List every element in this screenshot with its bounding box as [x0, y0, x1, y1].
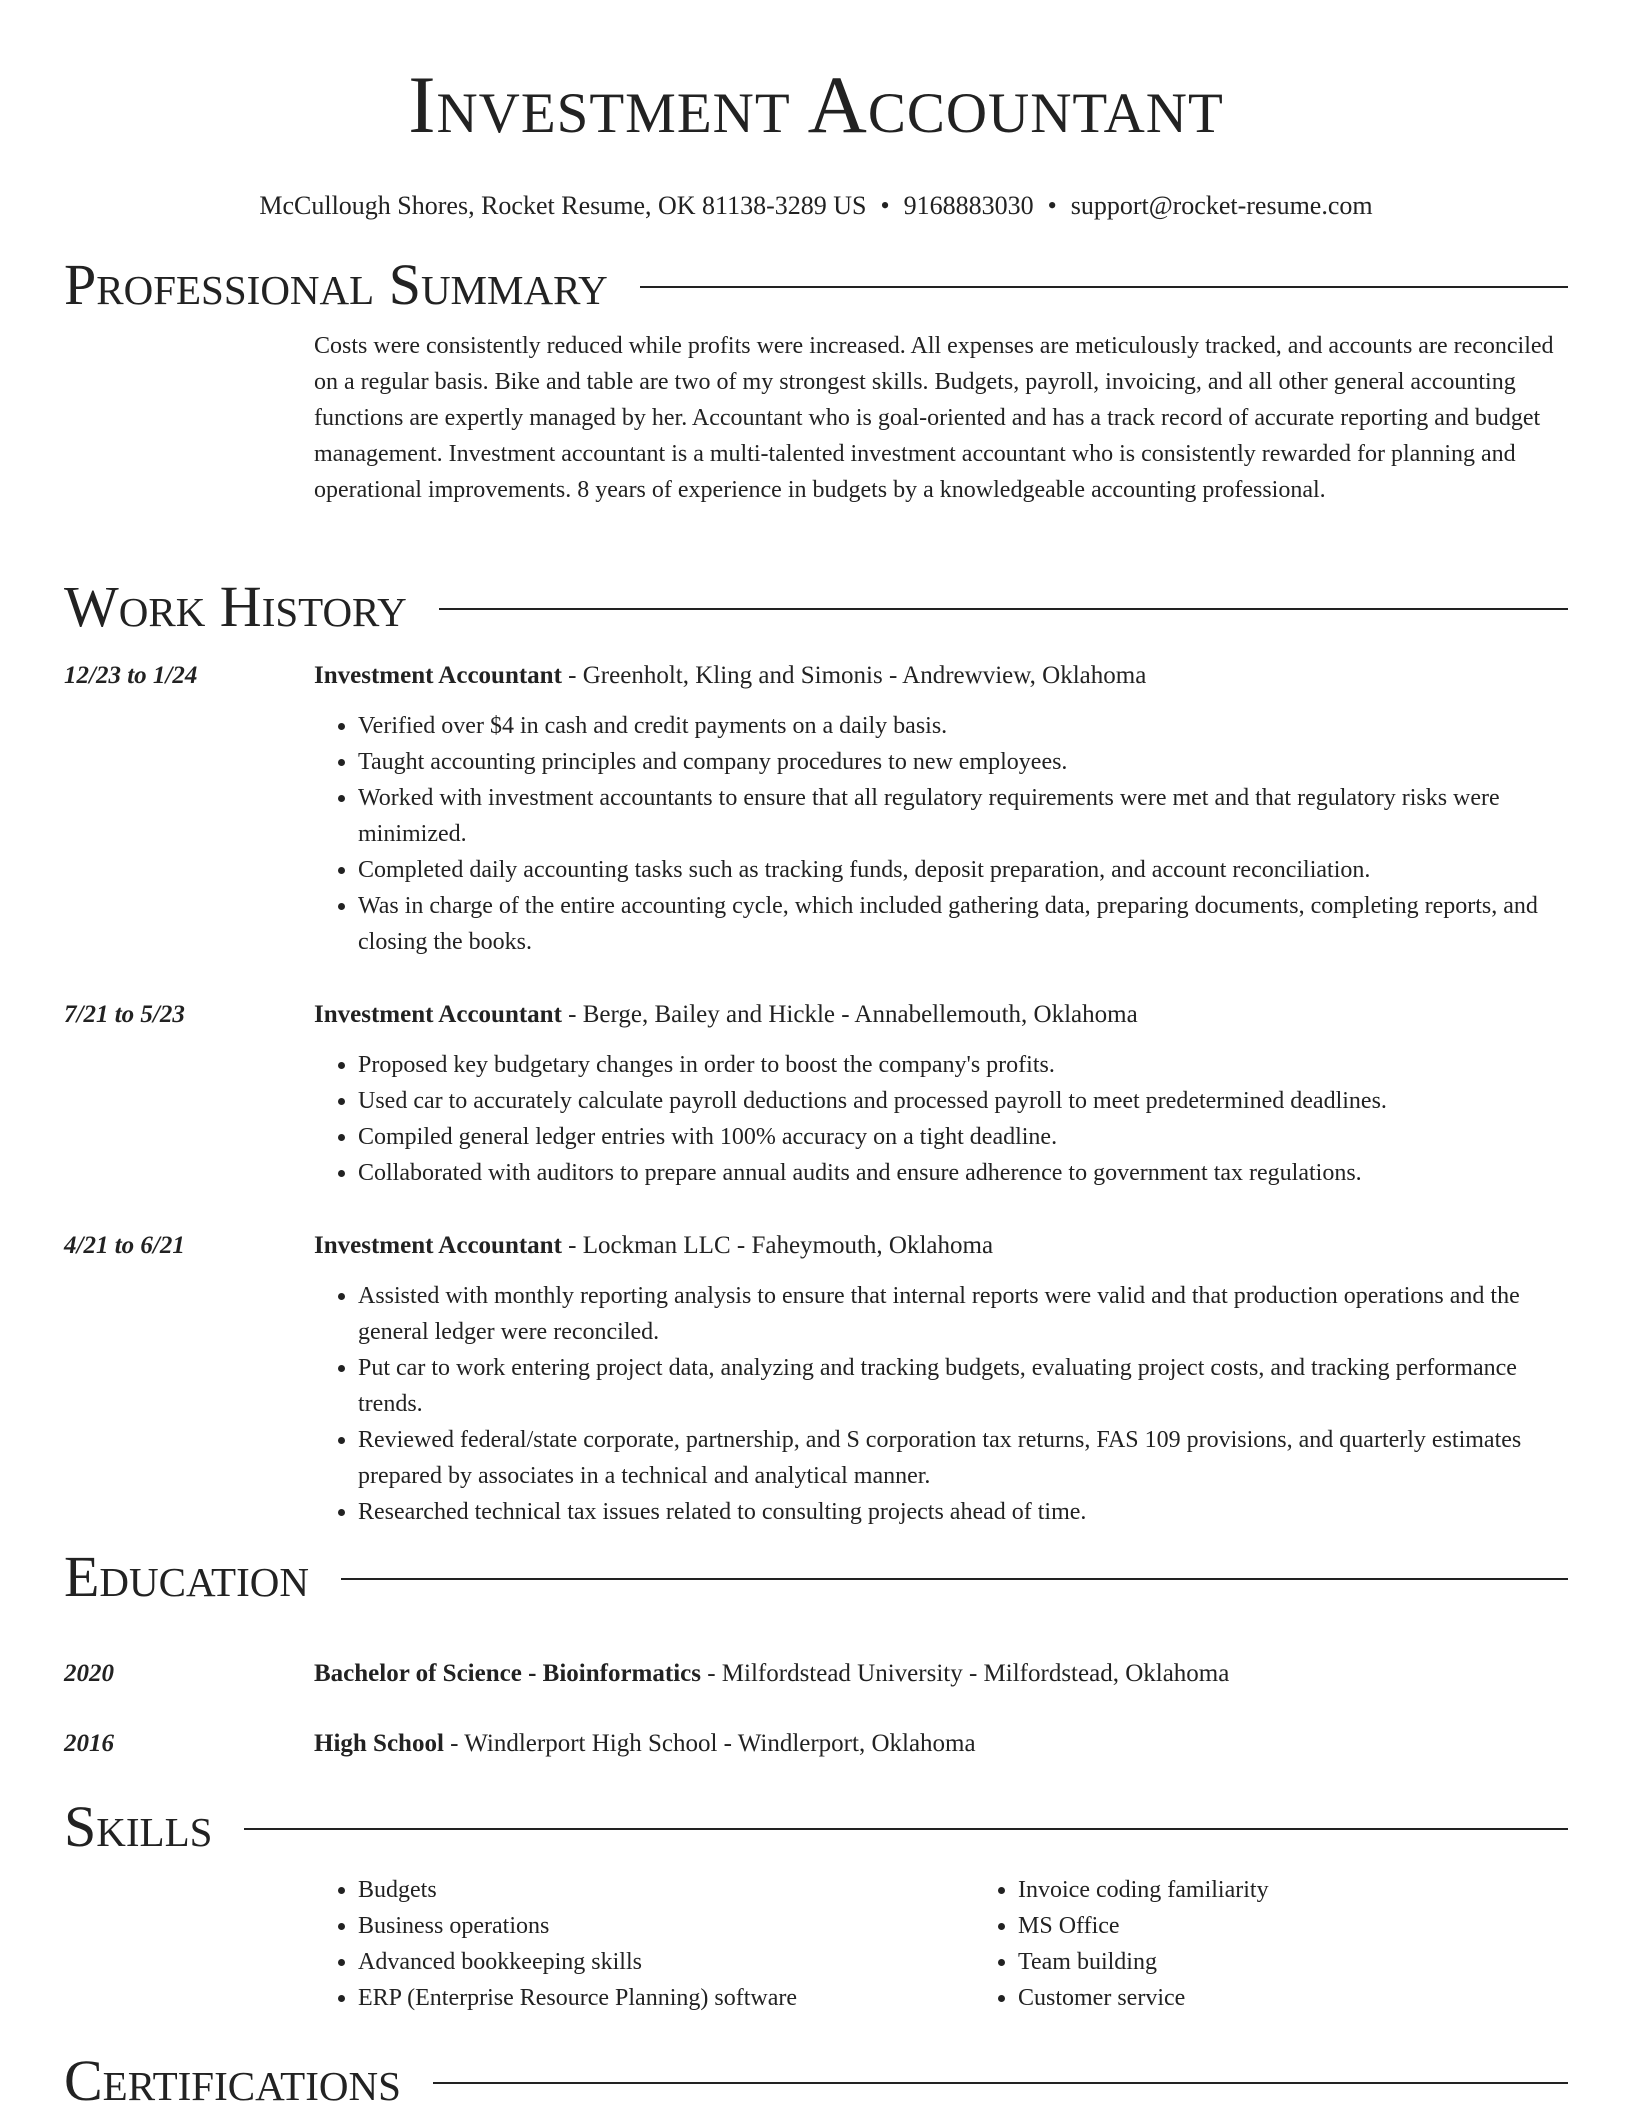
- section-heading: [64, 1544, 1568, 1609]
- education-entry: [64, 1726, 1568, 1762]
- summary-text: Costs were consistently reduced while profits were increased. All expenses are meticulously tracked, and accounts are reconciled on a regular basis. Bike and table are two of my strongest skills. Budgets, payroll, invoicing, and all other general accounting functions are expertly managed by her. Accountant who is goal-oriented and has a track record of accurate reporting and budget management. Investment accountant is a multi-talented investment accountant who is consistently rewarded for planning and operational improvements. 8 years of experience in budgets by a knowledgeable accounting professional.: [314, 333, 1554, 503]
- job-header: [64, 658, 1568, 694]
- list-item: • Business operations: [358, 1908, 974, 1944]
- list-item: • Reviewed federal/state corporate, partnership, and S corporation tax returns, FAS 109 provisions, and quarterly estimates prepared by associates in a technical and analytical manner.: [358, 1422, 1568, 1494]
- resume-name: Investment Accountant: [408, 59, 1224, 150]
- section-title: Work History: [64, 574, 407, 639]
- list-item: • Team building: [1018, 1944, 1632, 1980]
- job-role: Investment Accountant: [314, 1001, 562, 1028]
- skills-left-column: [314, 1872, 974, 2016]
- education-row: [64, 1726, 1568, 1762]
- job-header: [64, 997, 1568, 1033]
- list-item: • Researched technical tax issues related to consulting projects ahead of time.: [358, 1494, 1568, 1530]
- contact-line: [0, 190, 1632, 222]
- section-title: Certifications: [64, 2048, 401, 2113]
- summary-section: [64, 252, 1568, 508]
- list-item: • Collaborated with auditors to prepare annual audits and ensure adherence to government tax regulations.: [358, 1155, 1568, 1191]
- job-date: 12/23 to 1/24: [64, 662, 198, 689]
- education-date: 2020: [64, 1660, 114, 1687]
- list-item: • Completed daily accounting tasks such as tracking funds, deposit preparation, and account reconciliation.: [358, 852, 1568, 888]
- education-degree: Bachelor of Science - Bioinformatics: [314, 1660, 701, 1687]
- education-section: [64, 1544, 1568, 1609]
- skills-right-column: [974, 1872, 1632, 2016]
- job-entry: [64, 1228, 1568, 1530]
- contact-address: McCullough Shores, Rocket Resume, OK 81138-3289 US: [259, 191, 867, 220]
- job-entry: [64, 658, 1568, 960]
- section-rule: [244, 1828, 1568, 1830]
- job-role: Investment Accountant: [314, 662, 562, 689]
- section-title: Professional Summary: [64, 252, 608, 317]
- job-title-line: [314, 658, 1146, 694]
- list-item: • Used car to accurately calculate payroll deductions and processed payroll to meet predetermined deadlines.: [358, 1083, 1568, 1119]
- contact-email: support@rocket-resume.com: [1070, 191, 1373, 220]
- education-school: - Windlerport High School - Windlerport, Oklahoma: [443, 1730, 976, 1757]
- list-item: • Verified over $4 in cash and credit payments on a daily basis.: [358, 708, 1568, 744]
- job-bullets: [314, 708, 1568, 960]
- contact-phone: 9168883030: [903, 191, 1034, 220]
- list-item: • Proposed key budgetary changes in order to boost the company's profits.: [358, 1047, 1568, 1083]
- skills-grid: [314, 1872, 1568, 2016]
- list-item: • ERP (Enterprise Resource Planning) software: [358, 1980, 974, 2016]
- list-item: • Was in charge of the entire accounting cycle, which included gathering data, preparing documents, completing reports, and closing the books.: [358, 888, 1568, 960]
- work-history-section: [64, 574, 1568, 639]
- education-entry: [64, 1656, 1568, 1692]
- section-heading: [64, 574, 1568, 639]
- list-item: • Assisted with monthly reporting analysis to ensure that internal reports were valid and that production operations and the general ledger were reconciled.: [358, 1278, 1568, 1350]
- education-line: [314, 1726, 976, 1762]
- list-item: • Invoice coding familiarity: [1018, 1872, 1632, 1908]
- section-rule: [433, 2082, 1568, 2084]
- section-rule: [341, 1578, 1568, 1580]
- list-item: • Budgets: [358, 1872, 974, 1908]
- education-degree: High School: [314, 1730, 444, 1757]
- certifications-section: [64, 2048, 1568, 2113]
- list-item: • Advanced bookkeeping skills: [358, 1944, 974, 1980]
- list-item: • Customer service: [1018, 1980, 1632, 2016]
- section-heading: [64, 252, 1568, 317]
- education-row: [64, 1656, 1568, 1692]
- job-date: 7/21 to 5/23: [64, 1001, 185, 1028]
- education-date: 2016: [64, 1730, 114, 1757]
- section-rule: [439, 608, 1568, 610]
- contact-separator: •: [1047, 191, 1057, 220]
- list-item: • Compiled general ledger entries with 100% accuracy on a tight deadline.: [358, 1119, 1568, 1155]
- list-item: • Taught accounting principles and company procedures to new employees.: [358, 744, 1568, 780]
- section-title: Skills: [64, 1794, 213, 1859]
- job-bullets: [314, 1047, 1568, 1191]
- education-school: - Milfordstead University - Milfordstead, Oklahoma: [700, 1660, 1230, 1687]
- section-title: Education: [64, 1544, 309, 1609]
- job-employer: - Berge, Bailey and Hickle - Annabellemouth, Oklahoma: [561, 1001, 1138, 1028]
- job-title-line: [314, 1228, 993, 1264]
- contact-separator: •: [880, 191, 890, 220]
- list-item: • MS Office: [1018, 1908, 1632, 1944]
- job-employer: - Lockman LLC - Faheymouth, Oklahoma: [561, 1232, 994, 1259]
- section-heading: [64, 1794, 1568, 1859]
- summary-content: [314, 328, 1568, 508]
- job-title-line: [314, 997, 1138, 1033]
- skills-section: [64, 1794, 1568, 2016]
- job-bullets: [314, 1278, 1568, 1530]
- list-item: • Worked with investment accountants to ensure that all regulatory requirements were met and that regulatory risks were minimized.: [358, 780, 1568, 852]
- job-entry: [64, 997, 1568, 1191]
- job-employer: - Greenholt, Kling and Simonis - Andrewview, Oklahoma: [561, 662, 1147, 689]
- job-date: 4/21 to 6/21: [64, 1232, 185, 1259]
- education-line: [314, 1656, 1229, 1692]
- section-rule: [640, 286, 1568, 288]
- list-item: • Put car to work entering project data, analyzing and tracking budgets, evaluating project costs, and tracking performance trends.: [358, 1350, 1568, 1422]
- section-heading: [64, 2048, 1568, 2113]
- job-role: Investment Accountant: [314, 1232, 562, 1259]
- job-header: [64, 1228, 1568, 1264]
